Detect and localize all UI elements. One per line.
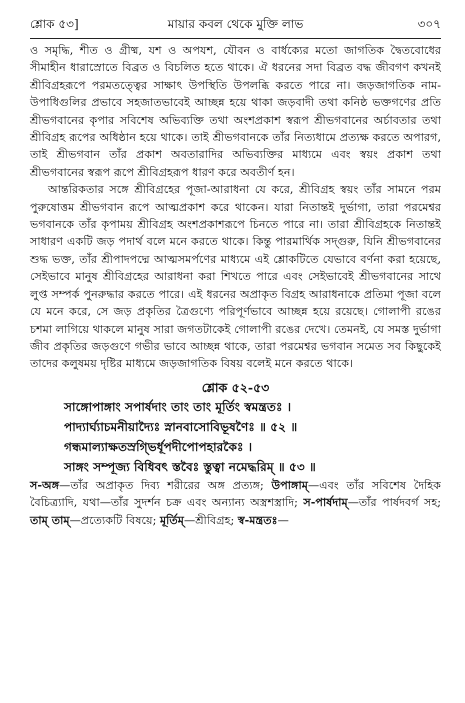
gloss-term: তাম্ তাম্	[30, 512, 70, 527]
running-header	[30, 12, 441, 36]
page-number: ৩০৭	[417, 17, 441, 31]
gloss-meaning: —তাঁর অপ্রাকৃত দিব্য শরীরের অঙ্গ প্রত্যঙ্গ;	[59, 478, 272, 492]
header-verse-ref: শ্লোক ৫৩]	[30, 17, 79, 31]
gloss-meaning: —তাঁর পার্ষদবর্গ সহ;	[347, 496, 441, 510]
paragraph: ও সমৃদ্ধি, শীত ও গ্রীষ্ম, যশ ও অপযশ, যৌবন ও বার্ধক্যের মতো জাগতিক দ্বৈতবোধের সীমাহীন ধারাস্রোতে বিব্রত ও বিচলিত হতে থাকে। ঐ ধরনের সদা বিব্রত বদ্ধ জীবগণ কখনই শ্রীবিগ্রহরূপে পরমতত্ত্বের সাক্ষাৎ উপস্থিতি উপলব্ধি করতে পারে না। জড়জাগতিক নাম-উপাধিগুলির প্রভাবে সহজাতভাবেই আচ্ছন্ন হয়ে থাকা জড়বাদী তথা কনিষ্ঠ ভক্তগণের প্রতি শ্রীভগবানের কৃপার সবিশেষ অভিব্যক্তি তথা অংশপ্রকাশ স্বরূপ শ্রীভগবানের অর্চাবতার তথা শ্রীবিগ্রহ রূপের অধিষ্ঠান হয়ে থাকে। তাই শ্রীভগবানকে তাঁর নিত্যধামে প্রত্যক্ষ করতে অপারগ, তাই শ্রীভগবান তাঁর প্রকাশ অবতারাদির অভিব্যক্তির মাধ্যমে এবং স্বয়ং প্রকাশ তথা শ্রীভগবানের স্বরূপ রূপে শ্রীবিগ্রহরূপ ধারণ করে অবতীর্ণ হন।	[30, 44, 441, 179]
gloss-meaning: —প্রত্যেকটি বিষয়ে;	[69, 513, 160, 527]
header-chapter-title: মায়ার কবল থেকে মুক্তি লাভ	[167, 17, 304, 31]
gloss-term: স-অঙ্গ	[30, 477, 60, 492]
gloss-meaning: —এবং তাঁর সবিশেষ দৈহিক বৈচিত্র্যাদি, যথা—তাঁর সুদর্শন চক্র এবং অন্যান্য অস্ত্রশস্ত্রাদি;	[30, 478, 441, 510]
verse-title: শ্লোক ৫২-৫৩	[201, 379, 270, 395]
verse-line: সাঙ্গোপাঙ্গাং সপার্ষদাং তাং তাং মূর্তিং স্বমন্ত্রতঃ ।	[64, 399, 292, 414]
gloss-term: স-পার্ষদাম্	[303, 495, 348, 510]
word-for-word-gloss	[30, 477, 441, 529]
verse-line: গন্ধমাল্যাক্ষতস্রগ্ভির্ধূপদীপোপহারকৈঃ ।	[64, 439, 253, 454]
gloss-meaning: —শ্রীবিগ্রহ;	[184, 513, 238, 527]
gloss-term: স্ব-মন্ত্রতঃ	[237, 512, 278, 527]
gloss-meaning: —	[277, 513, 289, 527]
page-body	[30, 42, 441, 529]
verse-line: পাদ্যার্ঘ্যাচমনীয়াদ্যৈঃ স্নানবাসোবিভূষণৈঃ ॥ ৫২ ॥	[64, 419, 298, 434]
header-rule	[30, 38, 441, 39]
paragraph: আন্তরিকতার সঙ্গে শ্রীবিগ্রহের পূজা-আরাধনা যে করে, শ্রীবিগ্রহ স্বয়ং তাঁর সামনে পরম পুরুষোত্তম শ্রীভগবান রূপে আত্মপ্রকাশ করে থাকেন। যারা নিতান্তই দুর্ভাগা, তারা পরমেশ্বর ভগবানকে তাঁর কৃপাময় শ্রীবিগ্রহ অংশপ্রকাশরূপে চিনতে পারে না। তারা শ্রীবিগ্রহকে নিতান্তই সাধারণ একটি জড় পদার্থ বলে মনে করতে থাকে। কিন্তু পারমার্থিক সদ্গুরু, যিনি শ্রীভগবানের শুদ্ধ ভক্ত, তাঁর শ্রীপাদপদ্মে আত্মসমর্পণের মাধ্যমে এই শ্লোকটিতে যেভাবে বর্ণনা করা হয়েছে, সেইভাবে মানুষ শ্রীবিগ্রহের আরাধনা করা শিখতে পারে এবং সেইভাবেই শ্রীভগবানের সাথে লুপ্ত সম্পর্ক পুনরুদ্ধার করতে পারে। এই ধরনের অপ্রাকৃত বিগ্রহ আরাধনাকে প্রতিমা পূজা বলে যে মনে করে, সে জড় প্রকৃতির ত্রৈগুণ্যে পরিপূর্ণভাবে আচ্ছন্ন হয়ে রয়েছে। গোলাপী রঙের চশমা লাগিয়ে থাকলে মানুষ সারা জগতটাকেই গোলাপী রঙের দেখে। তেমনই, যে সমস্ত দুর্ভাগা জীব প্রকৃতির জড়গুণে গভীর ভাবে আচ্ছন্ন থাকে, তারা পরমেশ্বর ভগবান সমেত সব কিছুকেই তাদের কলুষময় দৃষ্টির মাধ্যমে জড়জাগতিক বিষয় বলেই মনে করতে থাকে।	[30, 183, 441, 371]
gloss-term: উপাঙ্গাম্	[271, 477, 308, 492]
gloss-term: মূর্তিম্	[159, 512, 184, 527]
verse-line: সাঙ্গং সম্পূজ্য বিধিবৎ স্তবৈঃ স্তুত্বা নমেদ্ধরিম্ ॥ ৫৩ ॥	[64, 459, 316, 474]
verse-text	[30, 397, 441, 477]
